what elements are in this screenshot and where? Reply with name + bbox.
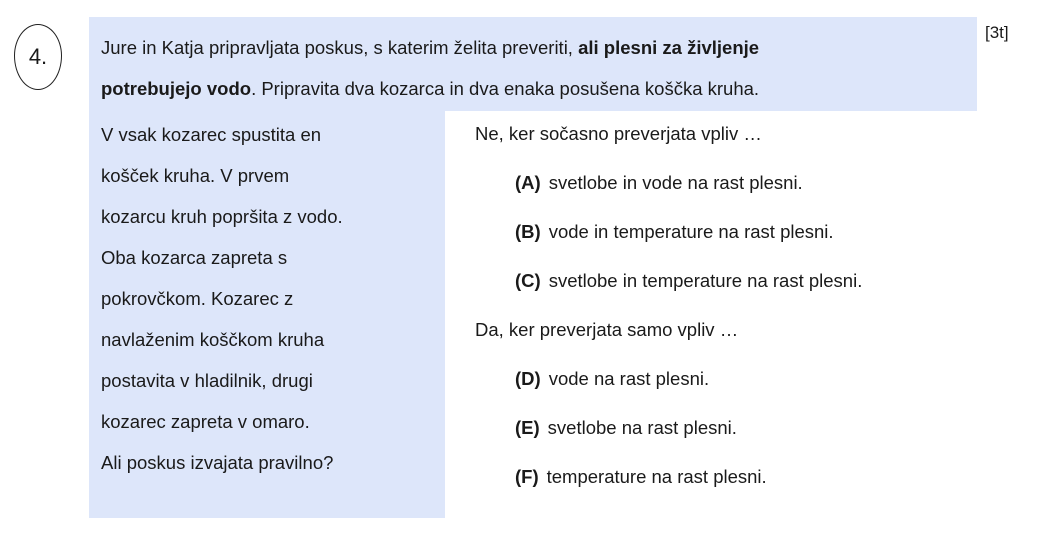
intro-line-1 bbox=[101, 27, 977, 68]
stem-line: V vsak kozarec spustita en bbox=[101, 124, 322, 145]
option-a[interactable] bbox=[515, 172, 803, 194]
intro-line-2 bbox=[101, 68, 977, 109]
intro-emphasis-cont: potrebujejo vodo bbox=[101, 78, 252, 99]
option-letter: (D) bbox=[515, 368, 541, 389]
stem-line: Ali poskus izvajata pravilno? bbox=[101, 452, 334, 473]
stem-line: pokrovčkom. Kozarec z bbox=[101, 288, 294, 309]
option-text: vode in temperature na rast plesni. bbox=[548, 221, 834, 242]
option-f[interactable] bbox=[515, 466, 767, 488]
question-intro bbox=[89, 17, 977, 111]
option-letter: (B) bbox=[515, 221, 541, 242]
option-text: svetlobe in temperature na rast plesni. bbox=[548, 270, 863, 291]
option-e[interactable] bbox=[515, 417, 737, 439]
option-d[interactable] bbox=[515, 368, 709, 390]
intro-emphasis: ali plesni za življenje bbox=[578, 37, 760, 58]
group-heading-yes: Da, ker preverjata samo vpliv … bbox=[475, 319, 739, 340]
option-text: svetlobe na rast plesni. bbox=[547, 417, 737, 438]
intro-text-cont: . Pripravita dva kozarca in dva enaka posušena koščka kruha. bbox=[251, 78, 760, 99]
stem-line: kozarec zapreta v omaro. bbox=[101, 411, 310, 432]
question-number: 4. bbox=[28, 44, 48, 69]
stem-line: Oba kozarca zapreta s bbox=[101, 247, 288, 268]
question-number-badge bbox=[14, 24, 62, 90]
option-text: temperature na rast plesni. bbox=[546, 466, 767, 487]
group-heading-no: Ne, ker sočasno preverjata vpliv … bbox=[475, 123, 762, 144]
question-stem bbox=[89, 110, 445, 518]
option-text: svetlobe in vode na rast plesni. bbox=[548, 172, 803, 193]
stem-line: navlaženim koščkom kruha bbox=[101, 329, 325, 350]
stem-line: postavita v hladilnik, drugi bbox=[101, 370, 313, 391]
stem-line: košček kruha. V prvem bbox=[101, 165, 290, 186]
option-b[interactable] bbox=[515, 221, 834, 243]
option-letter: (E) bbox=[515, 417, 540, 438]
option-text: vode na rast plesni. bbox=[548, 368, 710, 389]
option-letter: (F) bbox=[515, 466, 539, 487]
points-label: [3t] bbox=[985, 23, 1009, 42]
option-c[interactable] bbox=[515, 270, 862, 292]
intro-text: Jure in Katja pripravljata poskus, s katerim želita preveriti, bbox=[101, 37, 579, 58]
stem-line: kozarcu kruh popršita z vodo. bbox=[101, 206, 343, 227]
option-letter: (A) bbox=[515, 172, 541, 193]
option-letter: (C) bbox=[515, 270, 541, 291]
